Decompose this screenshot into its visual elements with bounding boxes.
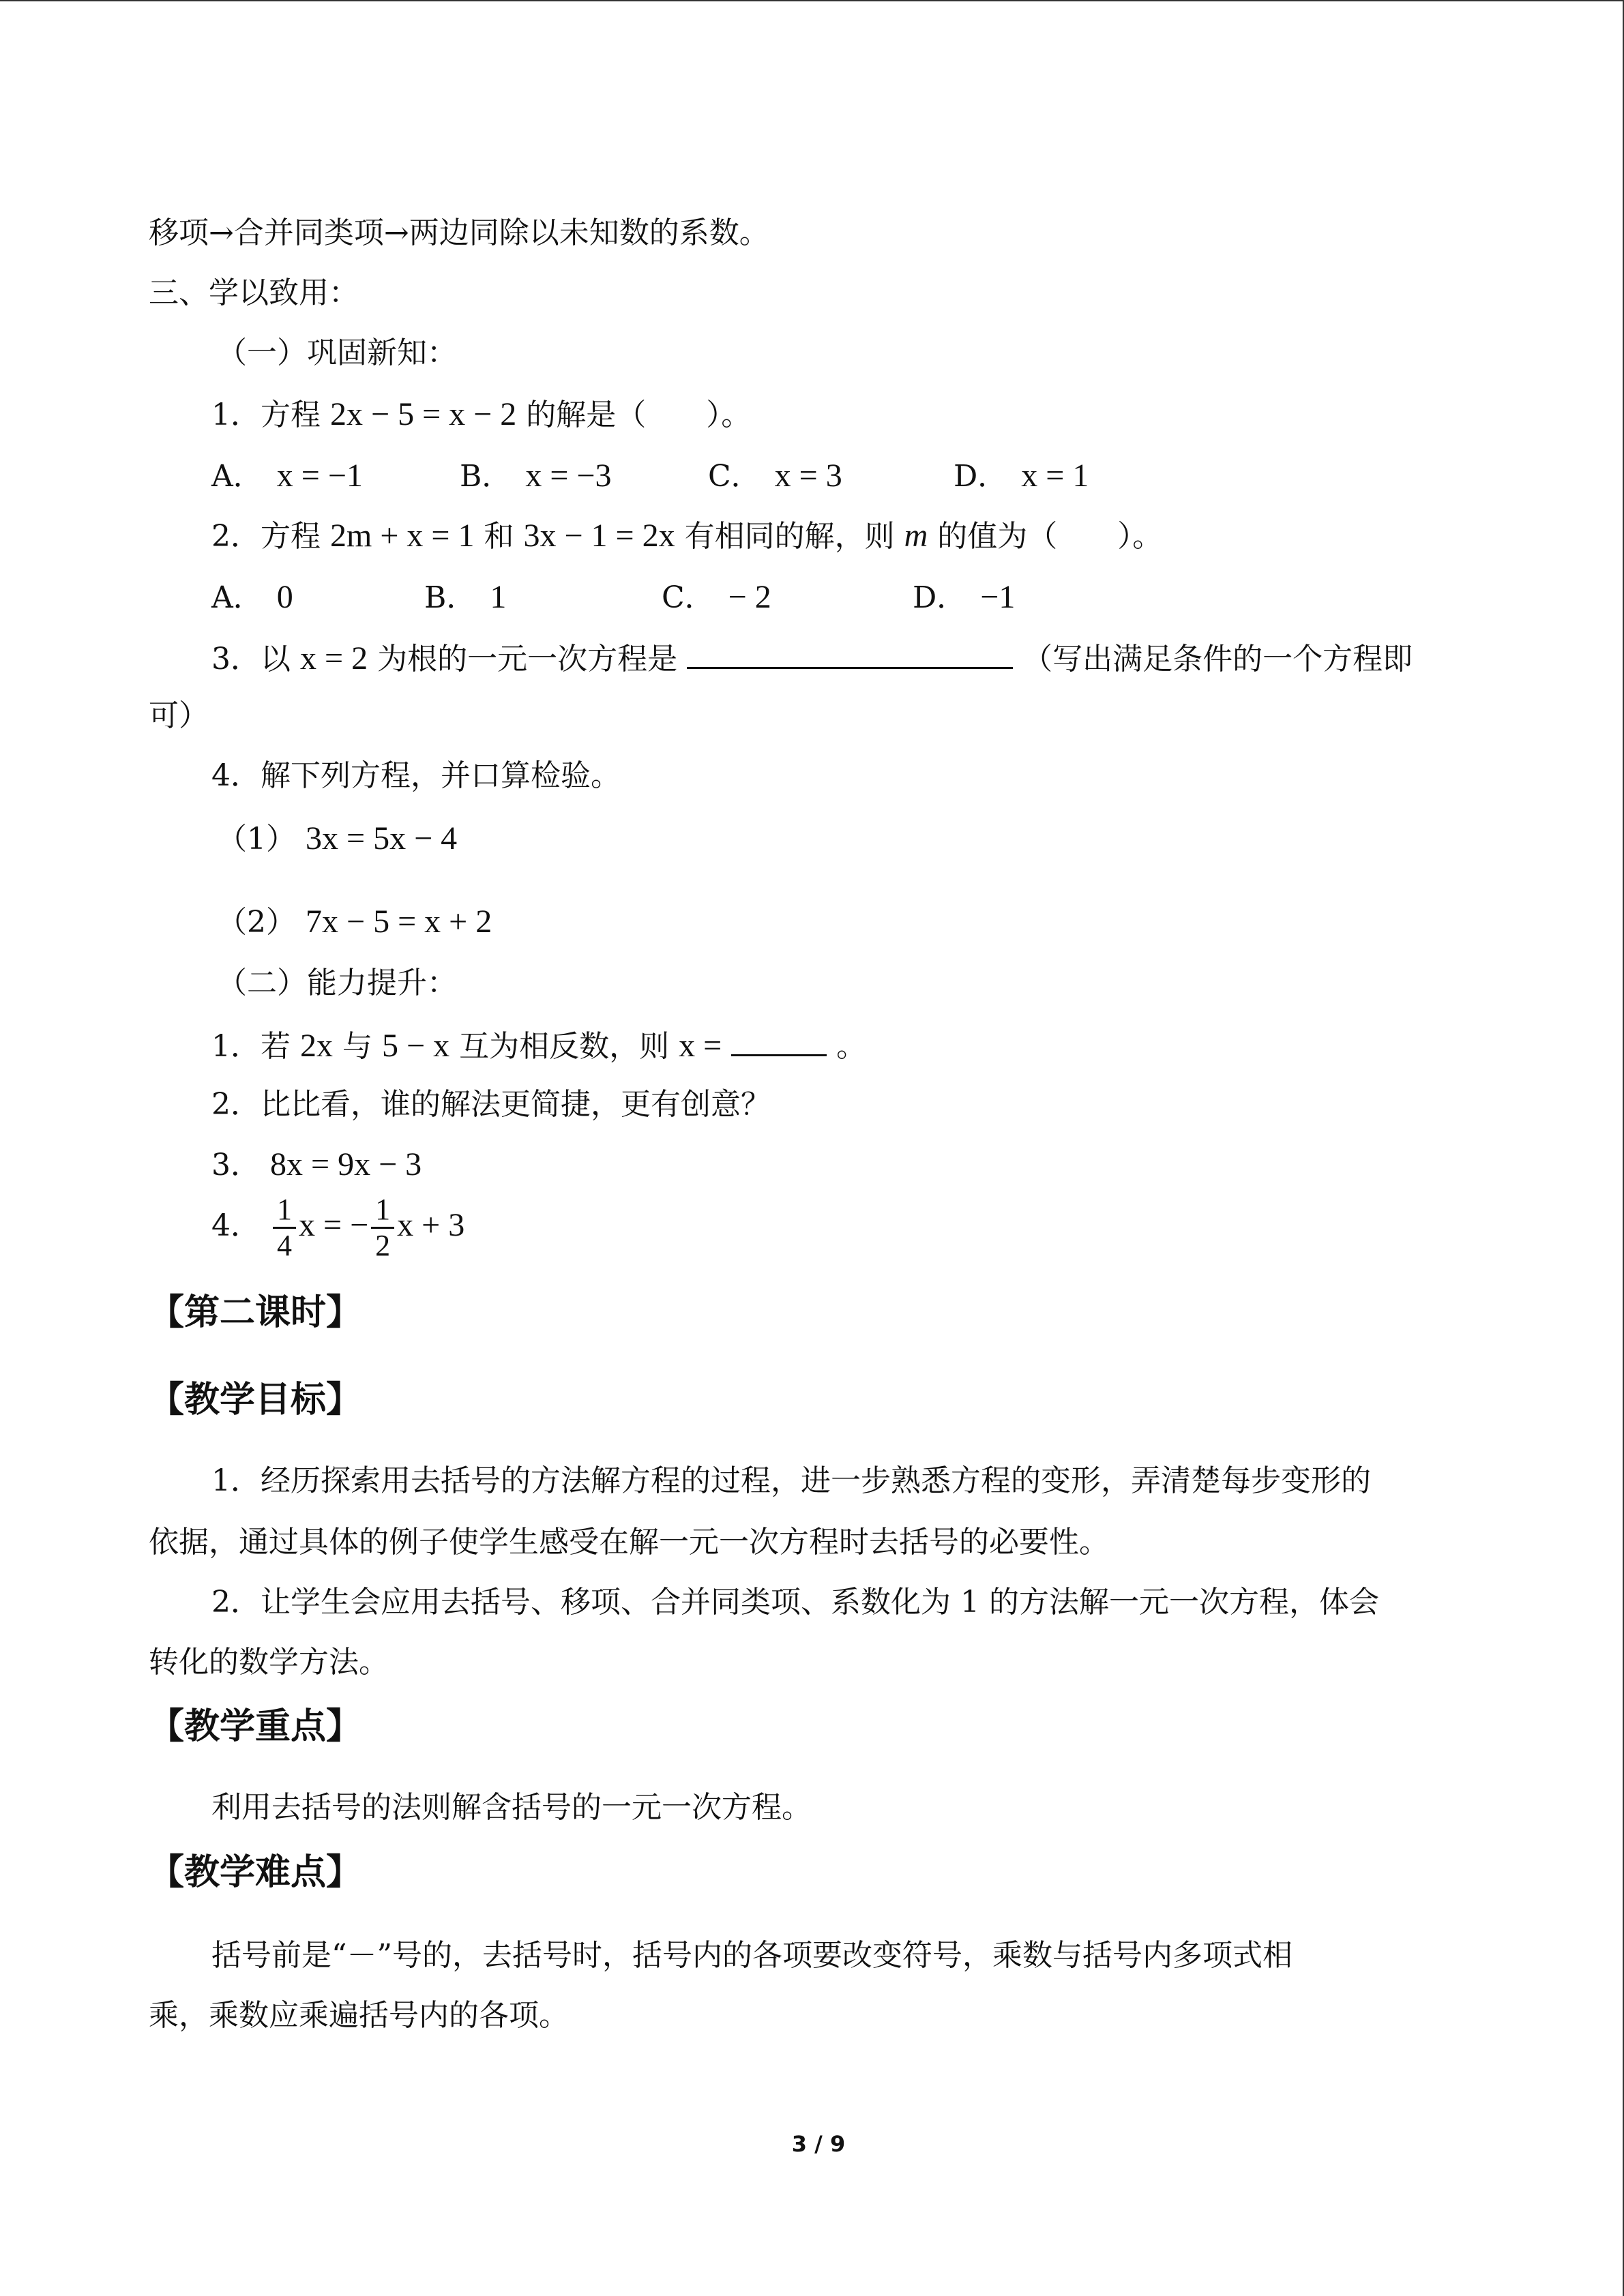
difficulty-line1: 括号前是“－”号的，去括号时，括号内的各项要改变符号，乘数与括号内多项式相 — [211, 1938, 1293, 1973]
q3-line — [211, 637, 1413, 680]
p2-q4-fraction-2: $\frac{1}{2}$ — [371, 1193, 394, 1263]
goal2-line1: 2．让学生会应用去括号、移项、合并同类项、系数化为 1 的方法解一元一次方程，体会 — [211, 1585, 1379, 1620]
q2-tail2: 的值为（ ）。 — [937, 519, 1163, 554]
q3-continuation: 可） — [149, 698, 209, 733]
p2-q4-expr-1: x = − — [299, 1207, 369, 1243]
q3-tail: 为根的一元一次方程是 — [377, 642, 678, 676]
p2-q2-line: 2．比比看，谁的解法更简捷，更有创意？ — [211, 1087, 771, 1122]
q4-part1 — [217, 818, 457, 860]
q2-equation-2: 3x − 1 = 2x — [523, 518, 675, 554]
p2-q1-tail: 互为相反数，则 — [459, 1029, 670, 1064]
difficulty-line2: 乘，乘数应乘遍括号内的各项。 — [149, 1998, 569, 2033]
key-point-heading: 【教学重点】 — [149, 1706, 362, 1747]
q4-part2-equation: 7x − 5 = x + 2 — [306, 904, 492, 940]
q2-lead: 2．方程 — [211, 519, 321, 554]
q4-part2 — [217, 901, 492, 943]
q1-equation: 2x − 5 = x − 2 — [330, 396, 517, 432]
p2-q4-lead: 4． — [211, 1208, 261, 1243]
q3-equation: x = 2 — [300, 640, 368, 676]
q1-option-c: C． x = 3 — [708, 458, 842, 494]
q2-var: m — [904, 518, 928, 554]
p2-q4-line — [211, 1188, 464, 1264]
q2-line — [211, 516, 1162, 557]
q3-note: （写出满足条件的一个方程即 — [1022, 642, 1413, 676]
q2-option-b: B． 1 — [424, 579, 507, 615]
goal1-line2: 依据，通过具体的例子使学生感受在解一元一次方程时去括号的必要性。 — [149, 1525, 1109, 1560]
p2-q1-expr-b: 5 − x — [382, 1028, 450, 1064]
q2-equation-1: 2m + x = 1 — [330, 518, 475, 554]
q1-option-d: D． x = 1 — [954, 458, 1089, 494]
q3-lead: 3．以 — [211, 642, 291, 676]
key-point-text: 利用去括号的法则解含括号的一元一次方程。 — [211, 1790, 812, 1825]
q2-option-a: A． 0 — [211, 579, 293, 615]
lesson2-heading: 【第二课时】 — [149, 1292, 362, 1333]
q1-tail: 的解是（ ）。 — [526, 398, 752, 432]
q1-option-b: B． x = −3 — [460, 458, 612, 494]
q2-option-c: C． − 2 — [662, 579, 771, 615]
p2-q4-fraction-1: $\frac{1}{4}$ — [273, 1193, 296, 1263]
p2-q1-end: 。 — [836, 1029, 867, 1064]
q2-mid: 和 — [484, 519, 514, 554]
p2-q1-var: x = — [679, 1028, 722, 1064]
part-one-title: （一）巩固新知： — [217, 336, 457, 370]
p2-q3-equation: 8x = 9x − 3 — [270, 1146, 422, 1182]
section-three-title: 三、学以致用： — [149, 275, 359, 310]
p2-q1-mid: 与 — [342, 1029, 372, 1064]
goal2-line2: 转化的数学方法。 — [149, 1645, 389, 1680]
q1-options — [211, 456, 1507, 496]
q3-answer-blank[interactable] — [687, 637, 1013, 669]
p2-q3-line — [211, 1144, 422, 1186]
q1-line — [211, 394, 751, 436]
p2-q3-lead: 3． — [211, 1148, 261, 1182]
q2-option-d: D． −1 — [913, 579, 1016, 615]
p2-q1-answer-blank[interactable] — [731, 1024, 827, 1056]
p2-q1-line — [211, 1024, 866, 1067]
q4-part2-label: （2） — [217, 905, 296, 940]
q4-part1-label: （1） — [217, 822, 296, 856]
q2-options — [211, 577, 1507, 618]
part-two-title: （二）能力提升： — [217, 966, 457, 1000]
steps-line: 移项→合并同类项→两边同除以未知数的系数。 — [149, 215, 769, 250]
q4-part1-equation: 3x = 5x − 4 — [306, 820, 458, 856]
q2-tail1: 有相同的解，则 — [684, 519, 895, 554]
q1-option-a: A． x = −1 — [211, 458, 363, 494]
p2-q1-expr-a: 2x — [300, 1028, 333, 1064]
goals-heading: 【教学目标】 — [149, 1380, 362, 1420]
p2-q4-expr-2: x + 3 — [397, 1207, 465, 1243]
difficulty-heading: 【教学难点】 — [149, 1852, 362, 1893]
page-number: 3 / 9 — [791, 2131, 846, 2157]
q4-instruction: 4．解下列方程，并口算检验。 — [211, 758, 621, 793]
goal1-line1: 1．经历探索用去括号的方法解方程的过程，进一步熟悉方程的变形，弄清楚每步变形的 — [211, 1463, 1371, 1498]
p2-q1-lead: 1．若 — [211, 1029, 291, 1064]
q1-lead: 1．方程 — [211, 398, 321, 432]
